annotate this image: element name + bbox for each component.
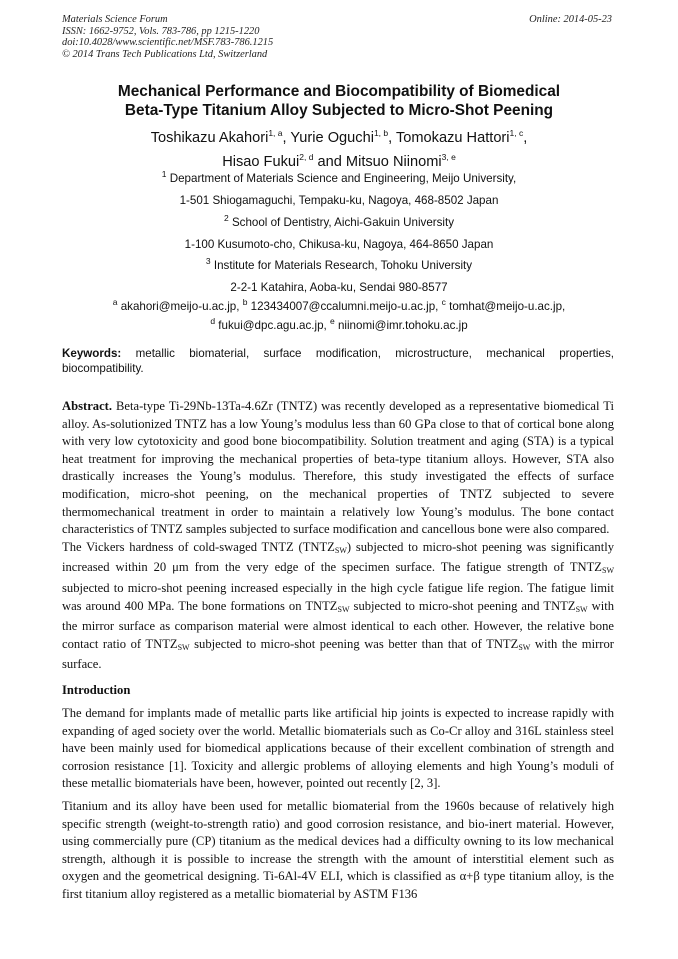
author-conjunction: and <box>317 153 342 170</box>
affiliation-1 <box>62 168 616 207</box>
introduction-section <box>62 705 614 904</box>
author-list: Toshikazu Akahori$^{1, a}$, Yurie Oguchi$^{1, b}$, Tomokazu Hattori$^{1, c}$, Hisao Fukui$^{2, d}$ and Mitsuo Niinomi$^{3, e}$ <box>150 128 528 170</box>
affiliation-line: 1-501 Shiogamaguchi, Tempaku-ku, Nagoya, 468-8502 Japan <box>179 193 499 207</box>
subscript: SW <box>518 642 531 652</box>
author-sup: 1, a <box>268 128 283 138</box>
author-sup: 2, d <box>299 151 314 162</box>
abstract-text: subjected to micro-shot peening and <box>349 598 544 613</box>
abstract-text: TNTZ <box>486 636 519 651</box>
email-sup: e <box>329 315 335 326</box>
author-sup: 1, c <box>509 128 524 138</box>
author-sup: 3, e <box>441 151 456 162</box>
keywords-label: Keywords: <box>62 347 122 360</box>
author-sup: 1, b <box>373 128 389 138</box>
keywords-section <box>62 347 614 376</box>
introduction-heading: Introduction <box>62 683 131 697</box>
abstract-text: TNTZ <box>543 598 576 613</box>
email-sup: c <box>441 297 446 307</box>
abstract-text: TNTZ <box>145 636 178 651</box>
journal-name: Materials Science Forum <box>62 14 168 25</box>
affiliation-line: Institute for Materials Research, Tohoku University <box>213 258 473 272</box>
email-list <box>62 295 616 333</box>
abstract-paragraph-2 <box>62 539 614 674</box>
email-address: tomhat@meijo-u.ac.jp, <box>449 299 566 313</box>
affiliation-sup: 1 <box>161 169 167 179</box>
email-address: akahori@meijo-u.ac.jp, <box>120 299 240 313</box>
affiliation-2 <box>62 212 616 251</box>
author-name: Mitsuo Niinomi <box>345 153 442 170</box>
affiliation-sup: 3 <box>205 256 211 266</box>
abstract-text: subjected to micro-shot peening increased especially in the high cycle fatigue life region. The fatigue limit was around 400 MPa. The bone formations on <box>62 580 614 613</box>
author-name: Hisao Fukui <box>222 153 300 170</box>
affiliation-3 <box>62 255 616 294</box>
abstract-text: The Vickers hardness of cold-swaged TNTZ (TNTZ <box>62 539 335 554</box>
abstract-text: TNTZ <box>305 598 338 613</box>
affiliation-line: 2-2-1 Katahira, Aoba-ku, Sendai 980-8577 <box>230 280 448 294</box>
affiliation-sup: 2 <box>223 213 229 223</box>
subscript: SW <box>177 642 190 652</box>
subscript: SW <box>334 545 347 555</box>
affiliation-line: 1-100 Kusumoto-cho, Chikusa-ku, Nagoya, 464-8650 Japan <box>184 237 494 251</box>
journal-metadata <box>62 14 273 60</box>
abstract-section <box>62 398 614 674</box>
abstract-text: subjected to micro-shot peening was better than that of <box>189 636 487 651</box>
title-line-1: Mechanical Performance and Biocompatibility of Biomedical <box>117 83 561 100</box>
title-line-2: Beta-Type Titanium Alloy Subjected to Micro-Shot Peening <box>124 102 554 119</box>
affiliation-line: Department of Materials Science and Engineering, Meijo University, <box>169 171 517 185</box>
author-name: Toshikazu Akahori <box>150 129 269 146</box>
issn-line: ISSN: 1662-9752, Vols. 783-786, pp 1215-1220 <box>62 25 260 37</box>
doi-line: doi:10.4028/www.scientific.net/MSF.783-786.1215 <box>62 37 274 49</box>
abstract-label: Abstract. <box>62 399 113 413</box>
email-address: niinomi@imr.tohoku.ac.jp <box>337 318 468 332</box>
abstract-text: with the mirror surface. <box>62 636 614 672</box>
online-date: Online: 2014-05-23 <box>529 14 612 25</box>
author-name: Tomokazu Hattori <box>395 129 510 146</box>
copyright-line: © 2014 Trans Tech Publications Ltd, Switzerland <box>62 48 268 60</box>
paper-title <box>62 82 616 120</box>
author-name: Yurie Oguchi <box>290 129 374 146</box>
abstract-text: TNTZ <box>569 560 602 575</box>
email-address: fukui@dpc.agu.ac.jp, <box>218 318 327 332</box>
introduction-paragraph-2: Titanium and its alloy have been used for metallic biomaterial from the 1960s because of relatively high specific strength (weight-to-strength ratio) and good corrosion resistance, and bio-inert material. However, using commercially pure (CP) titanium as the medical devices had a difficulty owning to its low mechanical strength, although it is possible to increase the strength with the amount of interstitial element such as oxygen and the geometrical designing. Ti-6Al-4V ELI, which is classified as α+β type titanium alloy, is the first titanium alloy registered as a metallic biomaterial by ASTM F136 <box>62 798 614 901</box>
abstract-text: with the mirror surface as comparison material were almost identical to each other. However, the relative bone contact ratio of <box>62 598 614 651</box>
subscript: SW <box>337 604 350 614</box>
email-sup: d <box>210 315 216 326</box>
abstract-paragraph-1: Beta-type Ti-29Nb-13Ta-4.6Zr (TNTZ) was recently developed as a representative biomedical Ti alloy. As-solutionized TNTZ has a low Young’s modulus less than 60 GPa close to that of cortical bone along with very low cytotoxicity and good bone biocompatibility. Solution treatment and aging (STA) is a typical heat treatment for improving the mechanical properties of beta-type titanium alloys. However, STA also drastically increases the Young’s modulus. Therefore, this study investigated the effects of surface modification, micro-shot peening, on the mechanical properties of TNTZ subjected to severe thermomechanical treatment in order to maintain a relatively low Young’s modulus. The bone contact characteristics of TNTZ samples subjected to surface modification and cancellous bone were also compared. <box>62 399 614 537</box>
affiliation-line: School of Dentistry, Aichi-Gakuin University <box>231 215 455 229</box>
email-address: 123434007@ccalumni.meijo-u.ac.jp, <box>250 299 439 313</box>
subscript: SW <box>602 566 614 576</box>
abstract-text: ) subjected to micro-shot peening was significantly increased within 20 μm from the very edge of the specimen surface. The fatigue strength of <box>62 539 614 575</box>
email-sup: b <box>242 297 248 307</box>
email-sup: a <box>112 297 118 307</box>
subscript: SW <box>575 604 588 614</box>
keywords-text: metallic biomaterial, surface modification, microstructure, mechanical properties, biocompatibility. <box>62 347 614 375</box>
introduction-paragraph-1: The demand for implants made of metallic parts like artificial hip joints is expected to increase rapidly with expanding of aged society over the world. Metallic biomaterials such as Co-Cr alloy and 316L stainless steel have been mainly used for biomedical applications because of their excellent combination of strength and corrosion resistance [1]. Toxicity and allergic problems of alloying elements and high Young’s moduli of these metallic biomaterials have been, however, pointed out recently [2, 3]. <box>62 706 614 791</box>
